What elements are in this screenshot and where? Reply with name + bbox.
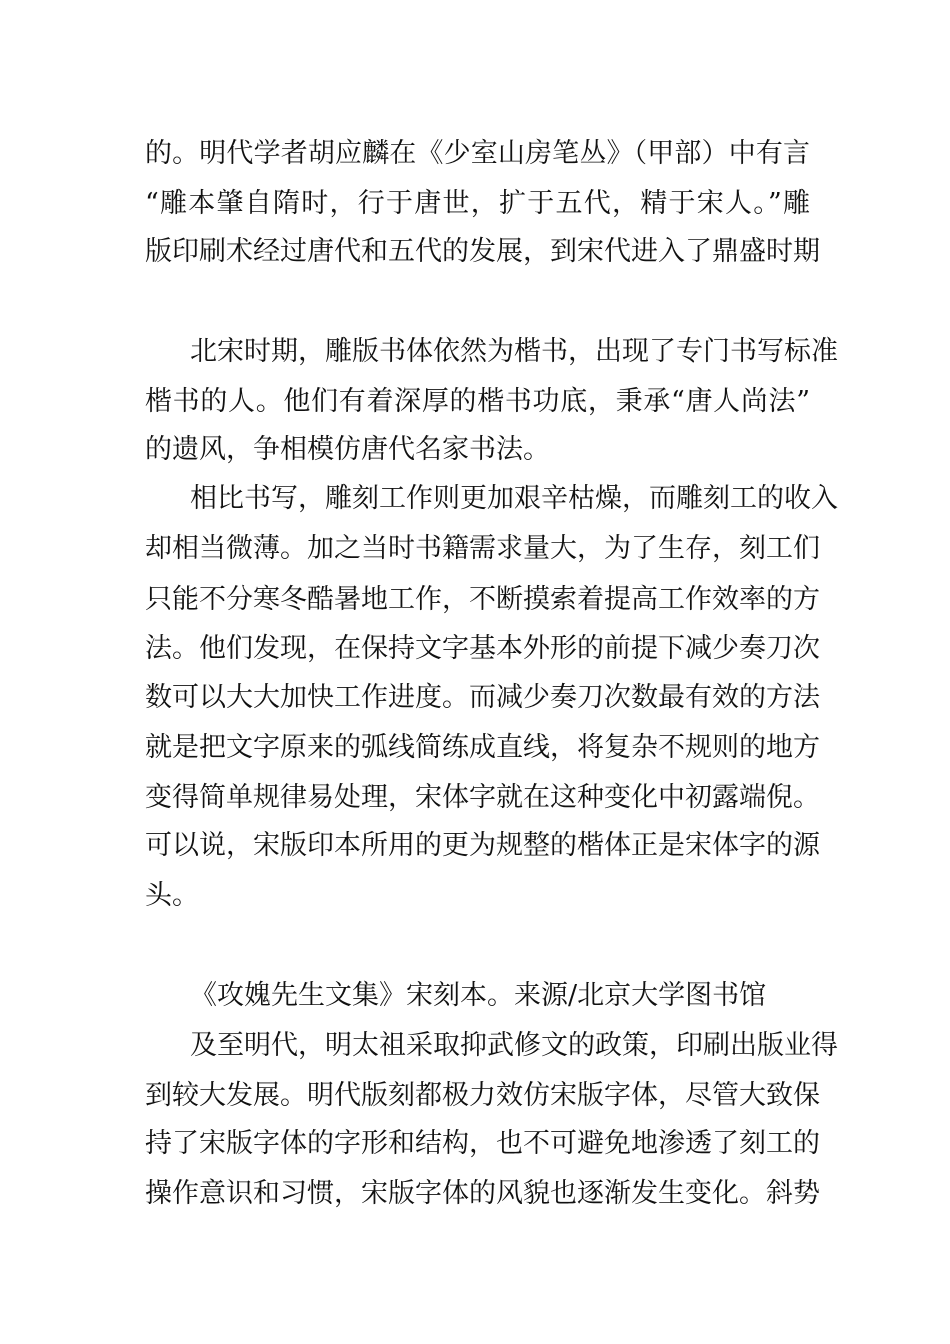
paragraph-1-line-2: “雕本肇自隋时，行于唐世，扩于五代，精于宋人。”雕 [145,188,810,219]
paragraph-3-line-2: 却相当微薄。加之当时书籍需求量大，为了生存，刻工们 [145,533,820,564]
paragraph-4-line-4: 操作意识和习惯，宋版字体的风貌也逐渐发生变化。斜势 [145,1178,820,1209]
paragraph-3-line-9: 头。 [145,880,199,911]
paragraph-3-line-4: 法。他们发现，在保持文字基本外形的前提下减少奏刀次 [145,633,820,664]
paragraph-2-line-2: 楷书的人。他们有着深厚的楷书功底，秉承“唐人尚法” [145,386,810,417]
image-caption: 《攻媿先生文集》宋刻本。来源/北京大学图书馆 [190,980,767,1011]
paragraph-4-line-2: 到较大发展。明代版刻都极力效仿宋版字体，尽管大致保 [145,1080,820,1111]
paragraph-1-line-3: 版印刷术经过唐代和五代的发展，到宋代进入了鼎盛时期 [145,236,820,267]
paragraph-3-line-8: 可以说，宋版印本所用的更为规整的楷体正是宋体字的源 [145,830,820,861]
paragraph-3-line-6: 就是把文字原来的弧线简练成直线，将复杂不规则的地方 [145,732,820,763]
paragraph-4-line-3: 持了宋版字体的字形和结构，也不可避免地渗透了刻工的 [145,1128,820,1159]
paragraph-1-line-1: 的。明代学者胡应麟在《少室山房笔丛》（甲部）中有言 [145,138,810,169]
paragraph-4-line-1: 及至明代，明太祖采取抑武修文的政策，印刷出版业得 [190,1030,838,1061]
paragraph-3-line-1: 相比书写，雕刻工作则更加艰辛枯燥，而雕刻工的收入 [190,483,838,514]
paragraph-2-line-3: 的遗风，争相模仿唐代名家书法。 [145,434,550,465]
paragraph-2-line-1: 北宋时期，雕版书体依然为楷书，出现了专门书写标准 [190,336,838,367]
paragraph-3-line-7: 变得简单规律易处理，宋体字就在这种变化中初露端倪。 [145,782,820,813]
paragraph-3-line-3: 只能不分寒冬酷暑地工作，不断摸索着提高工作效率的方 [145,584,820,615]
paragraph-3-line-5: 数可以大大加快工作进度。而减少奏刀次数最有效的方法 [145,682,820,713]
